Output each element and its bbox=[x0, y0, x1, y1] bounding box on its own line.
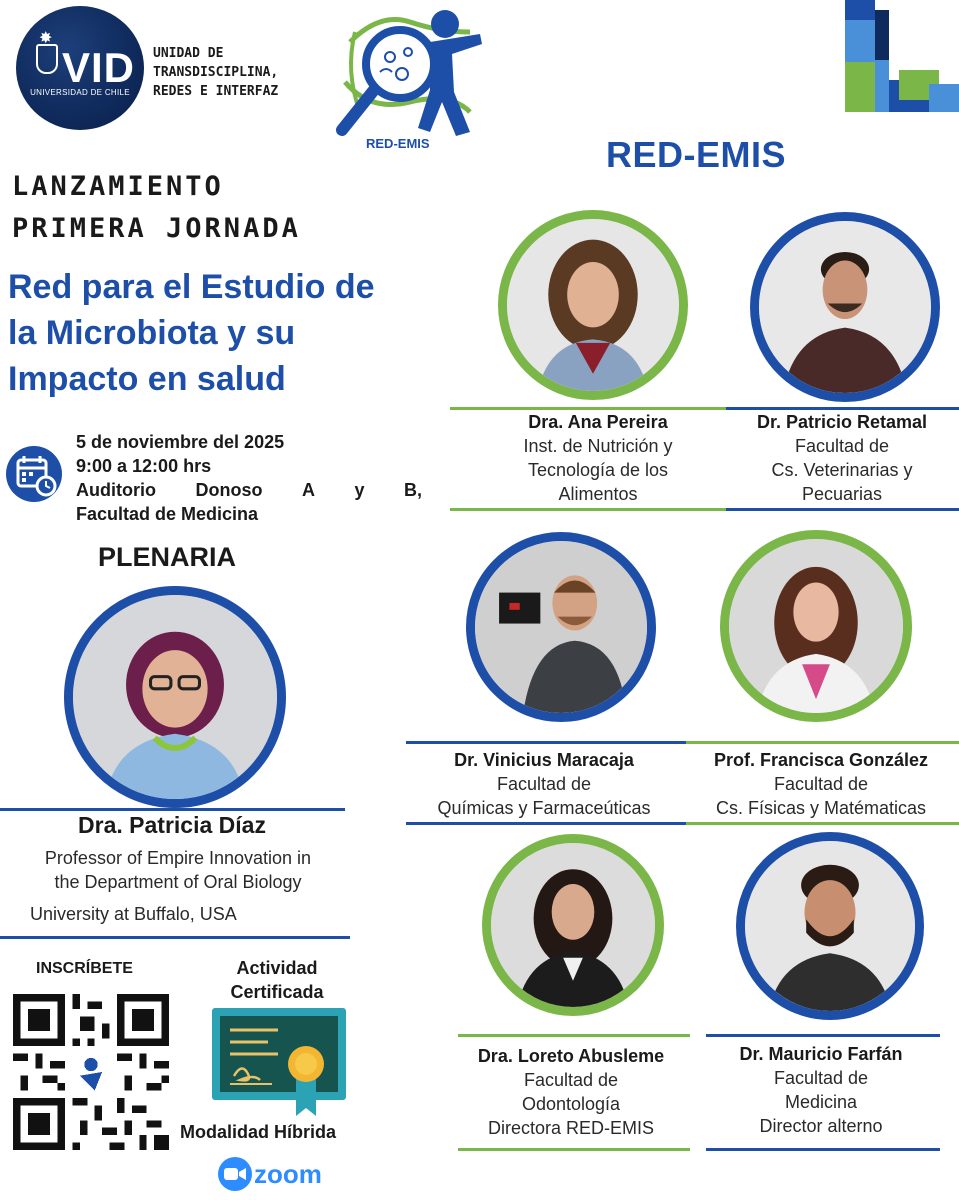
member-affiliation: Facultad de bbox=[773, 1068, 869, 1088]
corner-decoration bbox=[845, 0, 959, 112]
divider bbox=[406, 822, 686, 825]
member-affiliation: Alimentos bbox=[558, 484, 638, 504]
divider bbox=[706, 1034, 940, 1037]
divider bbox=[450, 508, 726, 511]
divider bbox=[458, 1148, 690, 1151]
red-emis-logo-label: RED-EMIS bbox=[366, 136, 430, 151]
member-name: Dra. Ana Pereira bbox=[528, 412, 668, 432]
divider bbox=[0, 808, 345, 811]
register-label: INSCRÍBETE bbox=[36, 960, 133, 977]
member-affiliation: Facultad de bbox=[496, 774, 592, 794]
member-affiliation: Químicas y Farmaceúticas bbox=[437, 798, 651, 818]
divider bbox=[686, 822, 959, 825]
zoom-logo bbox=[218, 1156, 322, 1192]
unit-name bbox=[153, 44, 353, 101]
zoom-logo-text: zoom bbox=[254, 1158, 322, 1189]
calendar-clock-icon bbox=[6, 446, 62, 502]
member-affiliation: Facultad de bbox=[523, 1070, 619, 1090]
member-name: Dr. Vinicius Maracaja bbox=[454, 750, 634, 770]
member-affiliation: Medicina bbox=[784, 1092, 858, 1112]
network-heading: RED-EMIS bbox=[606, 134, 787, 175]
speaker-title-line: the Department of Oral Biology bbox=[54, 872, 302, 892]
member-card bbox=[452, 410, 744, 506]
event-time: 9:00 a 12:00 hrs bbox=[76, 456, 212, 476]
certified-activity-label bbox=[210, 956, 344, 1004]
event-title-line: Red para el Estudio de bbox=[8, 268, 375, 306]
vid-logo-text: VID bbox=[62, 44, 136, 91]
event-title bbox=[8, 264, 468, 402]
member-affiliation: Directora RED-EMIS bbox=[487, 1118, 655, 1138]
member-card bbox=[684, 748, 958, 820]
member-card bbox=[406, 748, 682, 820]
plenaria-heading: PLENARIA bbox=[98, 542, 237, 572]
member-affiliation: Inst. de Nutrición y bbox=[523, 436, 673, 456]
member-name: Dr. Patricio Retamal bbox=[756, 412, 928, 432]
venue-word: y bbox=[354, 480, 365, 500]
qr-code[interactable] bbox=[12, 994, 170, 1150]
member-affiliation: Facultad de bbox=[794, 436, 890, 456]
venue-word: A bbox=[301, 480, 315, 500]
member-photo bbox=[482, 834, 664, 1016]
red-emis-logo bbox=[330, 2, 490, 154]
venue-word: B, bbox=[404, 480, 422, 500]
member-card bbox=[454, 1044, 688, 1140]
event-title-line: Impacto en salud bbox=[8, 360, 286, 398]
member-photo bbox=[498, 210, 688, 400]
member-affiliation: Cs. Veterinarias y bbox=[771, 460, 913, 480]
venue-word: Auditorio bbox=[76, 480, 156, 500]
plenary-speaker-photo bbox=[64, 586, 286, 808]
event-venue bbox=[76, 478, 422, 502]
event-venue-line2: Facultad de Medicina bbox=[76, 504, 259, 524]
modality-label: Modalidad Híbrida bbox=[180, 1122, 337, 1142]
member-name: Dra. Loreto Abusleme bbox=[477, 1046, 665, 1066]
member-affiliation: Pecuarias bbox=[801, 484, 883, 504]
member-photo bbox=[466, 532, 656, 722]
member-name: Dr. Mauricio Farfán bbox=[739, 1044, 903, 1064]
vid-logo bbox=[16, 6, 144, 130]
divider bbox=[458, 1034, 690, 1037]
member-photo bbox=[750, 212, 940, 402]
launch-heading bbox=[12, 166, 301, 250]
member-affiliation: Cs. Físicas y Matématicas bbox=[715, 798, 927, 818]
cert-line: Certificada bbox=[230, 982, 324, 1002]
plenary-speaker-title bbox=[6, 846, 350, 894]
star-icon: ✸ bbox=[39, 28, 53, 47]
crest-icon bbox=[36, 44, 58, 74]
event-date: 5 de noviembre del 2025 bbox=[76, 432, 285, 452]
certificate-icon bbox=[212, 1008, 346, 1120]
venue-word: Donoso bbox=[195, 480, 263, 500]
member-card bbox=[704, 1042, 938, 1138]
speaker-title-line: Professor of Empire Innovation in bbox=[44, 848, 312, 868]
divider bbox=[726, 508, 959, 511]
divider bbox=[706, 1148, 940, 1151]
event-details bbox=[76, 430, 422, 526]
launch-line: PRIMERA JORNADA bbox=[12, 213, 301, 244]
member-name: Prof. Francisca González bbox=[713, 750, 929, 770]
unit-line: TRANSDISCIPLINA, bbox=[153, 65, 279, 80]
member-affiliation: Facultad de bbox=[773, 774, 869, 794]
member-affiliation: Director alterno bbox=[759, 1116, 883, 1136]
cert-line: Actividad bbox=[236, 958, 318, 978]
member-photo bbox=[720, 530, 912, 722]
launch-line: LANZAMIENTO bbox=[12, 171, 224, 202]
event-title-line: la Microbiota y su bbox=[8, 314, 296, 352]
unit-line: UNIDAD DE bbox=[153, 46, 224, 61]
unit-line: REDES E INTERFAZ bbox=[153, 84, 279, 99]
plenary-speaker-university: University at Buffalo, USA bbox=[30, 904, 237, 924]
divider bbox=[0, 936, 350, 939]
divider bbox=[406, 741, 686, 744]
video-camera-icon bbox=[218, 1157, 252, 1191]
plenary-speaker-name: Dra. Patricia Díaz bbox=[78, 812, 266, 838]
magnifier-person-icon bbox=[330, 2, 490, 142]
member-affiliation: Tecnología de los bbox=[527, 460, 669, 480]
member-card bbox=[728, 410, 956, 506]
vid-logo-subtitle: UNIVERSIDAD DE CHILE bbox=[30, 88, 130, 97]
divider bbox=[686, 741, 959, 744]
member-photo bbox=[736, 832, 924, 1020]
member-affiliation: Odontología bbox=[521, 1094, 621, 1114]
